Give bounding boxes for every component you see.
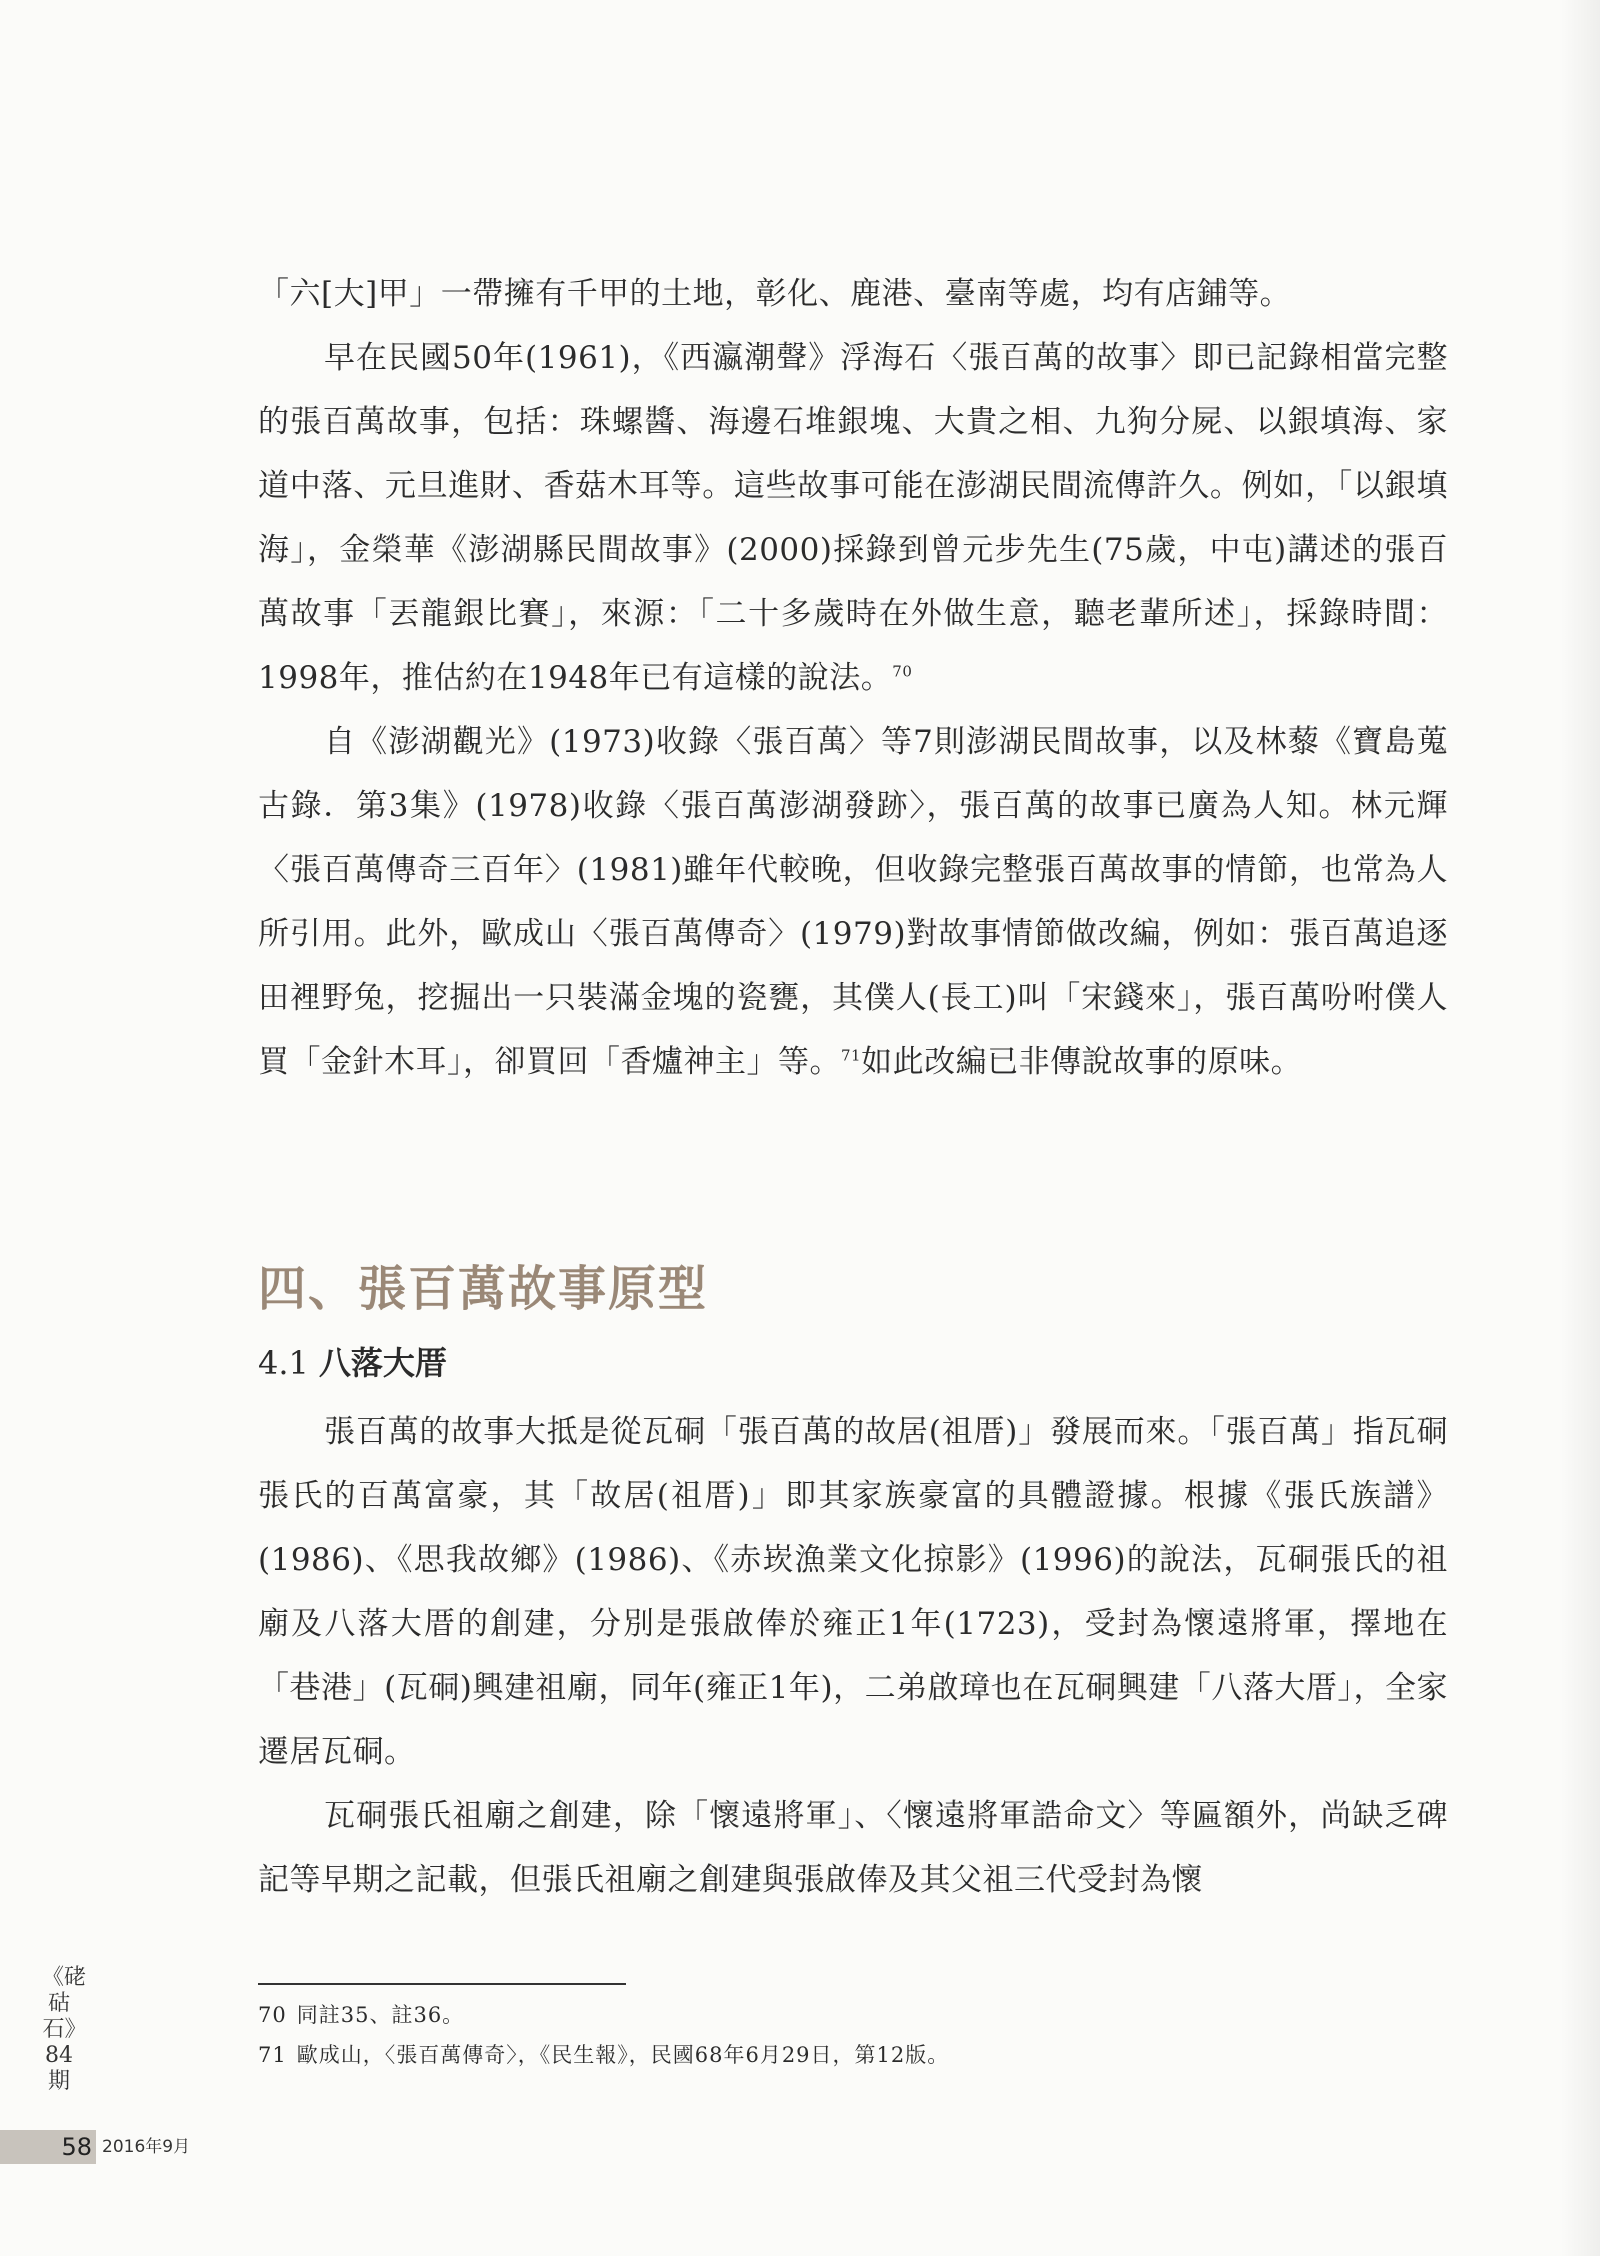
section-heading: 四、張百萬故事原型 [258,1261,709,1317]
subsection-number: 4.1 [258,1344,309,1382]
footnote-divider [258,1983,626,1985]
subsection-heading [258,1338,447,1384]
paragraph-2 [258,326,1448,710]
paragraph-5 [258,1784,1448,1912]
footnote-text: 同註35、註36。 [296,2003,465,2027]
footnote-71 [258,2035,1448,2075]
footnote-number: 71 [258,2043,287,2067]
footnotes [258,1995,1448,2075]
paragraph-5-text: 瓦硐張氏祖廟之創建，除「懷遠將軍」、〈懷遠將軍誥命文〉等匾額外，尚缺乏碑記等早期之記載，但張氏祖廟之創建與張啟俸及其父祖三代受封為懷 [258,1798,1448,1898]
body-text-top [258,262,1448,1094]
footnote-ref-70[interactable]: 70 [892,662,913,681]
paragraph-3 [258,710,1448,1094]
paragraph-3-text: 自《澎湖觀光》(1973)收錄〈張百萬〉等7則澎湖民間故事，以及林藜《寶島蒐古錄．第3集》(1978)收錄〈張百萬澎湖發跡〉，張百萬的故事已廣為人知。林元輝〈張百萬傳奇三百年〉(1981)雖年代較晚，但收錄完整張百萬故事的情節，也常為人所引用。此外，歐成山〈張百萬傳奇〉(1979)對故事情節做改編，例如：張百萬追逐田裡野兔，挖掘出一只裝滿金塊的瓷甕，其僕人(長工)叫「宋錢來」，張百萬吩咐僕人買「金針木耳」，卻買回「香爐神主」等。 [258,724,1448,1080]
paragraph-4 [258,1400,1448,1784]
page-edge-shadow [1560,0,1600,2256]
footnote-text: 歐成山，〈張百萬傳奇〉，《民生報》，民國68年6月29日，第12版。 [296,2043,950,2067]
footnote-ref-71[interactable]: 71 [841,1046,862,1065]
paragraph-1-text: 「六[大]甲」一帶擁有千甲的土地，彰化、鹿港、臺南等處，均有店鋪等。 [258,276,1292,312]
footnote-70 [258,1995,1448,2035]
subsection-title: 八落大厝 [318,1344,447,1382]
paragraph-3-tail: 如此改編已非傳說故事的原味。 [861,1044,1303,1080]
paragraph-1 [258,262,1448,326]
paragraph-4-text: 張百萬的故事大抵是從瓦硐「張百萬的故居(祖厝)」發展而來。「張百萬」指瓦硐張氏的百萬富豪，其「故居(祖厝)」即其家族豪富的具體證據。根據《張氏族譜》(1986)、《思我故鄉》(1986)、《赤崁漁業文化掠影》(1996)的說法，瓦硐張氏的祖廟及八落大厝的創建，分別是張啟俸於雍正1年(1723)，受封為懷遠將軍，擇地在「巷港」(瓦硐)興建祖廟，同年(雍正1年)，二弟啟璋也在瓦硐興建「八落大厝」，全家遷居瓦硐。 [258,1414,1448,1770]
body-text-bottom [258,1400,1448,1912]
journal-side-title: 《硓𥑮石》84期 [42,1965,87,2094]
paragraph-2-text: 早在民國50年(1961)，《西瀛潮聲》浮海石〈張百萬的故事〉即已記錄相當完整的張百萬故事，包括：珠螺醬、海邊石堆銀塊、大貴之相、九狗分屍、以銀填海、家道中落、元旦進財、香菇木耳等。這些故事可能在澎湖民間流傳許久。例如，「以銀填海」，金榮華《澎湖縣民間故事》(2000)採錄到曾元步先生(75歲，中屯)講述的張百萬故事「丟龍銀比賽」，來源：「二十多歲時在外做生意，聽老輩所述」，採錄時間：1998年，推估約在1948年已有這樣的說法。 [258,340,1448,696]
footnote-number: 70 [258,2003,287,2027]
issue-date: 2016年9月 [102,2137,191,2157]
page-number: 58 [0,2130,96,2164]
